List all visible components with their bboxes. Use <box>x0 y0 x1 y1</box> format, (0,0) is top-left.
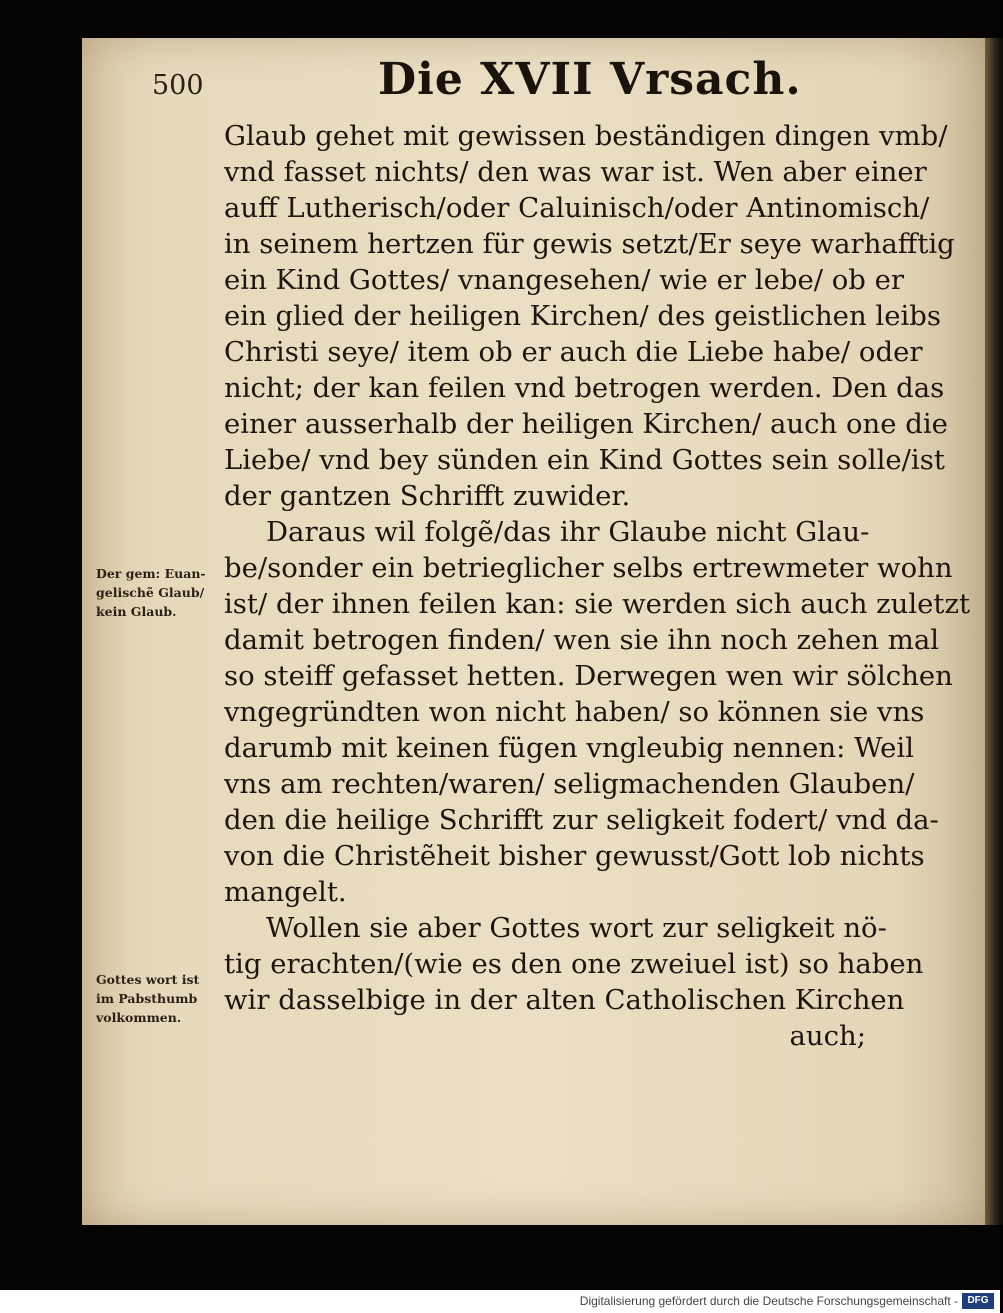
margin-note-line: im Pabsthumb <box>96 991 198 1006</box>
text-line: vnd fasset nichts/ den was war ist. Wen aber einer <box>224 156 927 188</box>
text-line: in seinem hertzen für gewis setzt/Er seye warhafftig <box>224 228 955 260</box>
text-line: den die heilige Schrifft zur seligkeit fodert/ vnd da- <box>224 804 939 836</box>
text-line: Liebe/ vnd bey sünden ein Kind Gottes sein solle/ist <box>224 444 945 476</box>
text-line: darumb mit keinen fügen vngleubig nennen: Weil <box>224 732 914 764</box>
catchword: auch; <box>789 1020 866 1052</box>
text-line: Christi seye/ item ob er auch die Liebe habe/ oder <box>224 336 923 368</box>
text-line: vngegründten won nicht haben/ so können sie vns <box>224 696 925 728</box>
text-line: ist/ der ihnen feilen kan: sie werden sich auch zuletzt <box>224 588 971 620</box>
body-text <box>224 118 971 1054</box>
margin-note-line: volkommen. <box>96 1010 182 1025</box>
text-line: einer ausserhalb der heiligen Kirchen/ auch one die <box>224 408 948 440</box>
margin-note-line: gelischẽ Glaub/ <box>96 585 205 600</box>
text-line: mangelt. <box>224 876 347 908</box>
text-line: der gantzen Schrifft zuwider. <box>224 480 631 512</box>
text-line: Wollen sie aber Gottes wort zur seligkeit nö- <box>266 912 887 944</box>
page-number: 500 <box>152 70 204 101</box>
text-line: auff Lutherisch/oder Caluinisch/oder Antinomisch/ <box>224 192 930 224</box>
funding-credit: Digitalisierung gefördert durch die Deutsche Forschungsgemeinschaft - <box>579 1294 958 1308</box>
margin-note-line: Gottes wort ist <box>96 972 200 987</box>
margin-note <box>96 970 224 1027</box>
margin-note-line: kein Glaub. <box>96 604 177 619</box>
text-line: Glaub gehet mit gewissen beständigen dingen vmb/ <box>224 120 948 152</box>
text-line: von die Christẽheit bisher gewusst/Gott lob nichts <box>224 840 925 872</box>
text-line: ein Kind Gottes/ vnangesehen/ wie er lebe/ ob er <box>224 264 905 296</box>
text-line: damit betrogen finden/ wen sie ihn noch zehen mal <box>224 624 940 656</box>
text-line: vns am rechten/waren/ seligmachenden Glauben/ <box>224 768 915 800</box>
margin-note-line: Der gem: Euan- <box>96 566 206 581</box>
running-title: Die XVII Vrsach. <box>378 54 802 105</box>
text-line: so steiff gefasset hetten. Derwegen wen wir sölchen <box>224 660 953 692</box>
text-line: ein glied der heiligen Kirchen/ des geistlichen leibs <box>224 300 941 332</box>
margin-note <box>96 564 224 621</box>
dfg-logo: DFG <box>962 1293 994 1309</box>
text-line: tig erachten/(wie es den one zweiuel ist) so haben <box>224 948 924 980</box>
text-line: nicht; der kan feilen vnd betrogen werden. Den das <box>224 372 945 404</box>
text-line: Daraus wil folgẽ/das ihr Glaube nicht Glau- <box>266 516 870 548</box>
text-line: wir dasselbige in der alten Catholischen Kirchen <box>224 984 905 1016</box>
text-line: be/sonder ein betrieglicher selbs ertrewmeter wohn <box>224 552 953 584</box>
footer-bar <box>0 1290 1000 1313</box>
